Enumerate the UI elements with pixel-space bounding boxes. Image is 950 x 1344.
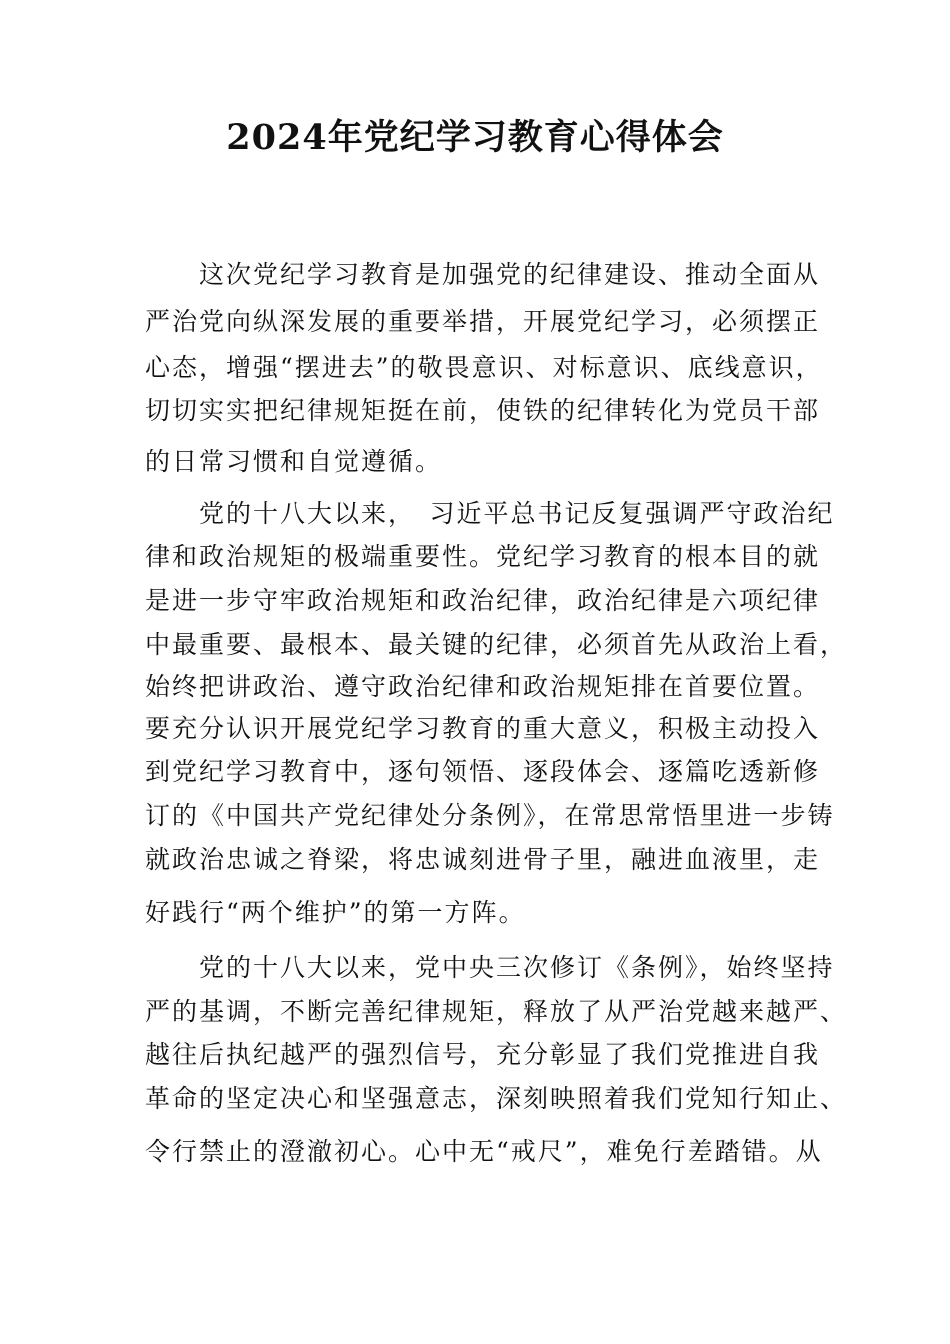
paragraph-3-line-1: 党的十八大以来，党中央三次修订《条例》，始终坚持 (199, 953, 835, 982)
paragraph-2-line-5: 始终把讲政治、遵守政治纪律和政治规矩排在首要位置。 (145, 672, 821, 701)
paragraph-3-line-5: 令行禁止的澄澈初心。心中无“戒尺”，难免行差踏错。从 (145, 1137, 823, 1166)
paragraph-1-line-5: 的日常习惯和自觉遵循。 (145, 447, 443, 476)
paragraph-1-line-1: 这次党纪学习教育是加强党的纪律建设、推动全面从 (199, 260, 821, 289)
paragraph-2-line-3: 是进一步守牢政治规矩和政治纪律，政治纪律是六项纪律 (145, 586, 821, 615)
paragraph-2-line-2: 律和政治规矩的极端重要性。党纪学习教育的根本目的就 (145, 542, 821, 571)
paragraph-2-line-1: 党的十八大以来， 习近平总书记反复强调严守政治纪 (199, 499, 835, 528)
paragraph-2-line-7: 到党纪学习教育中，逐句领悟、逐段体会、逐篇吃透新修 (145, 757, 821, 786)
paragraph-2-line-8: 订的《中国共产党纪律处分条例》，在常思常悟里进一步铸 (145, 801, 835, 830)
paragraph-3-line-2: 严的基调，不断完善纪律规矩，释放了从严治党越来越严、 (145, 997, 848, 1026)
document-title: 2024年党纪学习教育心得体会 (226, 117, 724, 158)
paragraph-1-line-2: 严治党向纵深发展的重要举措，开展党纪学习，必须摆正 (145, 307, 821, 336)
paragraph-1-line-3: 心态，增强“摆进去”的敬畏意识、对标意识、底线意识， (145, 353, 823, 382)
paragraph-2-line-6: 要充分认识开展党纪学习教育的重大意义，积极主动投入 (145, 714, 821, 743)
paragraph-2-line-9: 就政治忠诚之脊梁，将忠诚刻进骨子里，融进血液里，走 (145, 845, 821, 874)
paragraph-3-line-4: 革命的坚定决心和坚强意志，深刻映照着我们党知行知止、 (145, 1084, 848, 1113)
paragraph-2-line-10: 好践行“两个维护”的第一方阵。 (145, 898, 526, 927)
paragraph-3-line-3: 越往后执纪越严的强烈信号，充分彰显了我们党推进自我 (145, 1040, 821, 1069)
paragraph-2-line-4: 中最重要、最根本、最关键的纪律，必须首先从政治上看， (145, 630, 848, 659)
paragraph-1-line-4: 切切实实把纪律规矩挺在前，使铁的纪律转化为党员干部 (145, 396, 821, 425)
